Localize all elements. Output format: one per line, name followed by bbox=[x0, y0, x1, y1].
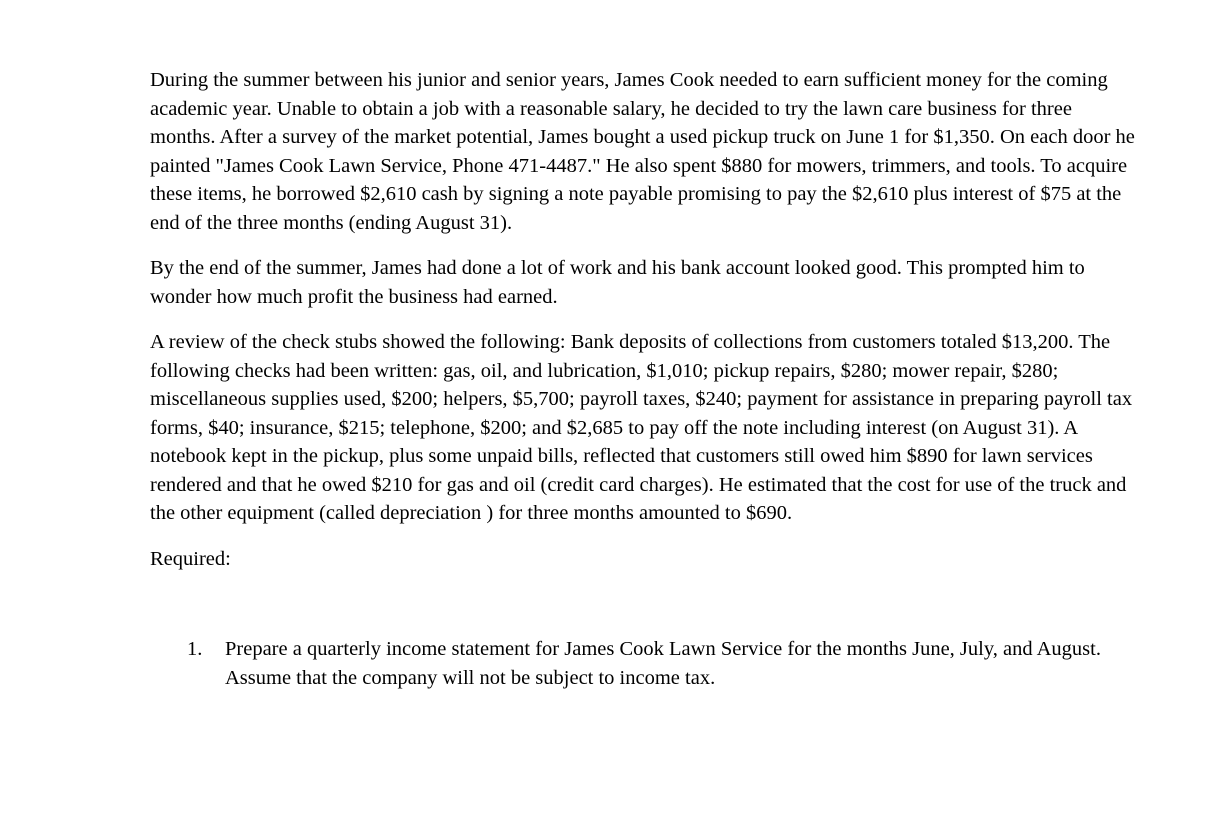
list-item bbox=[150, 635, 1135, 692]
list-item-number: 1. bbox=[187, 638, 203, 660]
paragraph-end-of-summer: By the end of the summer, James had done a lot of work and his bank account looked good. This prompted him to wonder how much profit the business had earned. bbox=[150, 257, 1085, 308]
paragraph-intro: During the summer between his junior and senior years, James Cook needed to earn sufficient money for the coming academic year. Unable to obtain a job with a reasonable salary, he decided to try the lawn care business for three months. After a survey of the market potential, James bought a used pickup truck on June 1 for $1,350. On each door he painted "James Cook Lawn Service, Phone 471-4487." He also spent $880 for mowers, trimmers, and tools. To acquire these items, he borrowed $2,610 cash by signing a note payable promising to pay the $2,610 plus interest of $75 at the end of the three months (ending August 31). bbox=[150, 69, 1135, 234]
requirements-list bbox=[150, 635, 1135, 692]
list-item-text: Prepare a quarterly income statement for James Cook Lawn Service for the months June, July, and August. Assume that the company will not be subject to income tax. bbox=[225, 638, 1101, 689]
paragraph-check-stubs: A review of the check stubs showed the following: Bank deposits of collections from customers totaled $13,200. The following checks had been written: gas, oil, and lubrication, $1,010; pickup repairs, $280; mower repair, $280; miscellaneous supplies used, $200; helpers, $5,700; payroll taxes, $240; payment for assistance in preparing payroll tax forms, $40; insurance, $215; telephone, $200; and $2,685 to pay off the note including interest (on August 31). A notebook kept in the pickup, plus some unpaid bills, reflected that customers still owed him $890 for lawn services rendered and that he owed $210 for gas and oil (credit card charges). He estimated that the cost for use of the truck and the other equipment (called depreciation ) for three months amounted to $690. bbox=[150, 331, 1133, 524]
required-heading: Required: bbox=[150, 547, 231, 570]
document-body bbox=[150, 66, 1135, 692]
